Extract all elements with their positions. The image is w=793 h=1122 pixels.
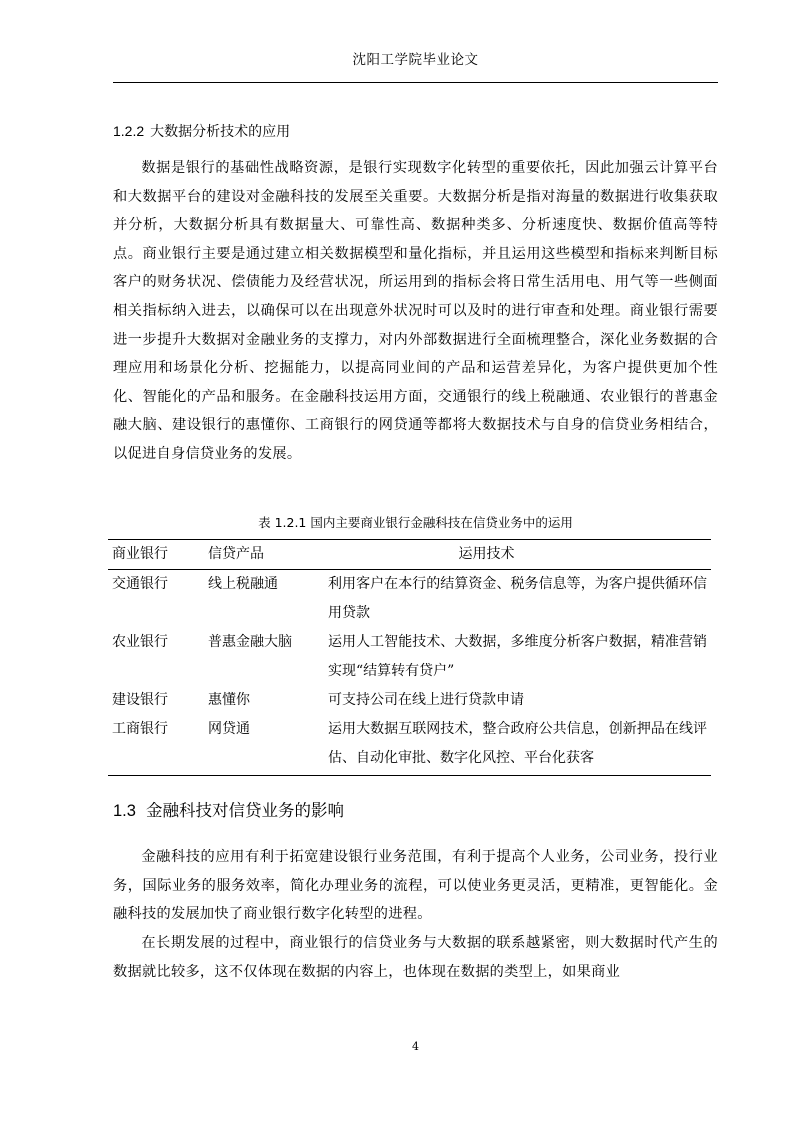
cell-bank: 工商银行: [108, 715, 204, 776]
header-bank: 商业银行: [108, 540, 204, 570]
cell-product: 网贷通: [204, 715, 318, 776]
table-row: [108, 715, 711, 776]
body-paragraph: 在长期发展的过程中，商业银行的信贷业务与大数据的联系越紧密，则大数据时代产生的数据就比较多，这不仅体现在数据的内容上，也体现在数据的类型上，如果商业: [113, 935, 718, 980]
cell-product: 线上税融通: [208, 576, 278, 592]
cell-bank: 交通银行: [112, 576, 168, 592]
header-product: 信贷产品: [204, 540, 318, 570]
header-tech: 运用技术: [318, 540, 711, 570]
page-number: 4: [412, 1040, 419, 1053]
cell-tech: 利用客户在本行的结算资金、税务信息等，为客户提供循环信用贷款: [328, 576, 707, 621]
body-paragraph: 金融科技的应用有利于拓宽建设银行业务范围，有利于提高个人业务，公司业务，投行业务，国际业务的服务效率，简化办理业务的流程，可以使业务更灵活，更精准，更智能化。金融科技的发展加快了商业银行数字化转型的进程。: [113, 849, 718, 923]
section-title: 大数据分析技术的应用: [150, 124, 291, 140]
table-row: [108, 570, 711, 629]
header-rule: [113, 82, 718, 83]
cell-tech: 运用大数据互联网技术，整合政府公共信息，创新押品在线评估、自动化审批、数字化风控、平台化获客: [318, 715, 711, 776]
table-caption: 表 1.2.1 国内主要商业银行金融科技在信贷业务中的运用: [258, 515, 573, 530]
section-number: 1.3: [113, 802, 136, 820]
cell-tech: 可支持公司在线上进行贷款申请: [328, 692, 524, 708]
cell-product: 普惠金融大脑: [208, 634, 292, 650]
section-heading-1-3: [113, 797, 344, 821]
table-row: [108, 628, 711, 686]
cell-product: 惠懂你: [208, 692, 250, 708]
table-row: [108, 686, 711, 715]
body-paragraph: 数据是银行的基础性战略资源，是银行实现数字化转型的重要依托，因此加强云计算平台和大数据平台的建设对金融科技的发展至关重要。大数据分析是指对海量的数据进行收集获取并分析，大数据分析具有数据量大、可靠性高、数据种类多、分析速度快、数据价值高等特点。商业银行主要是通过建立相关数据模型和量化指标，并且运用这些模型和指标来判断目标客户的财务状况、偿债能力及经营状况，所运用到的指标会将日常生活用电、用气等一些侧面相关指标纳入进去，以确保可以在出现意外状况时可以及时的进行审查和处理。商业银行需要进一步提升大数据对金融业务的支撑力，对内外部数据进行全面梳理整合，深化业务数据的合理应用和场景化分析、挖掘能力，以提高同业间的产品和运营差异化，为客户提供更加个性化、智能化的产品和服务。在金融科技运用方面，交通银行的线上税融通、农业银行的普惠金融大脑、建设银行的惠懂你、工商银行的网贷通等都将大数据技术与自身的信贷业务相结合，以促进自身信贷业务的发展。: [113, 160, 718, 462]
section-title: 金融科技对信贷业务的影响: [145, 801, 344, 820]
page-header: 沈阳工学院毕业论文: [352, 52, 479, 68]
section-heading-1-2-2: [113, 121, 290, 141]
table-header-row: [108, 540, 711, 570]
cell-tech: 运用人工智能技术、大数据，多维度分析客户数据，精准营销实现“结算转有贷户”: [328, 634, 707, 679]
bank-fintech-table: [108, 539, 711, 776]
cell-bank: 建设银行: [112, 692, 168, 708]
section-number: 1.2.2: [113, 123, 145, 139]
cell-bank: 农业银行: [112, 634, 168, 650]
